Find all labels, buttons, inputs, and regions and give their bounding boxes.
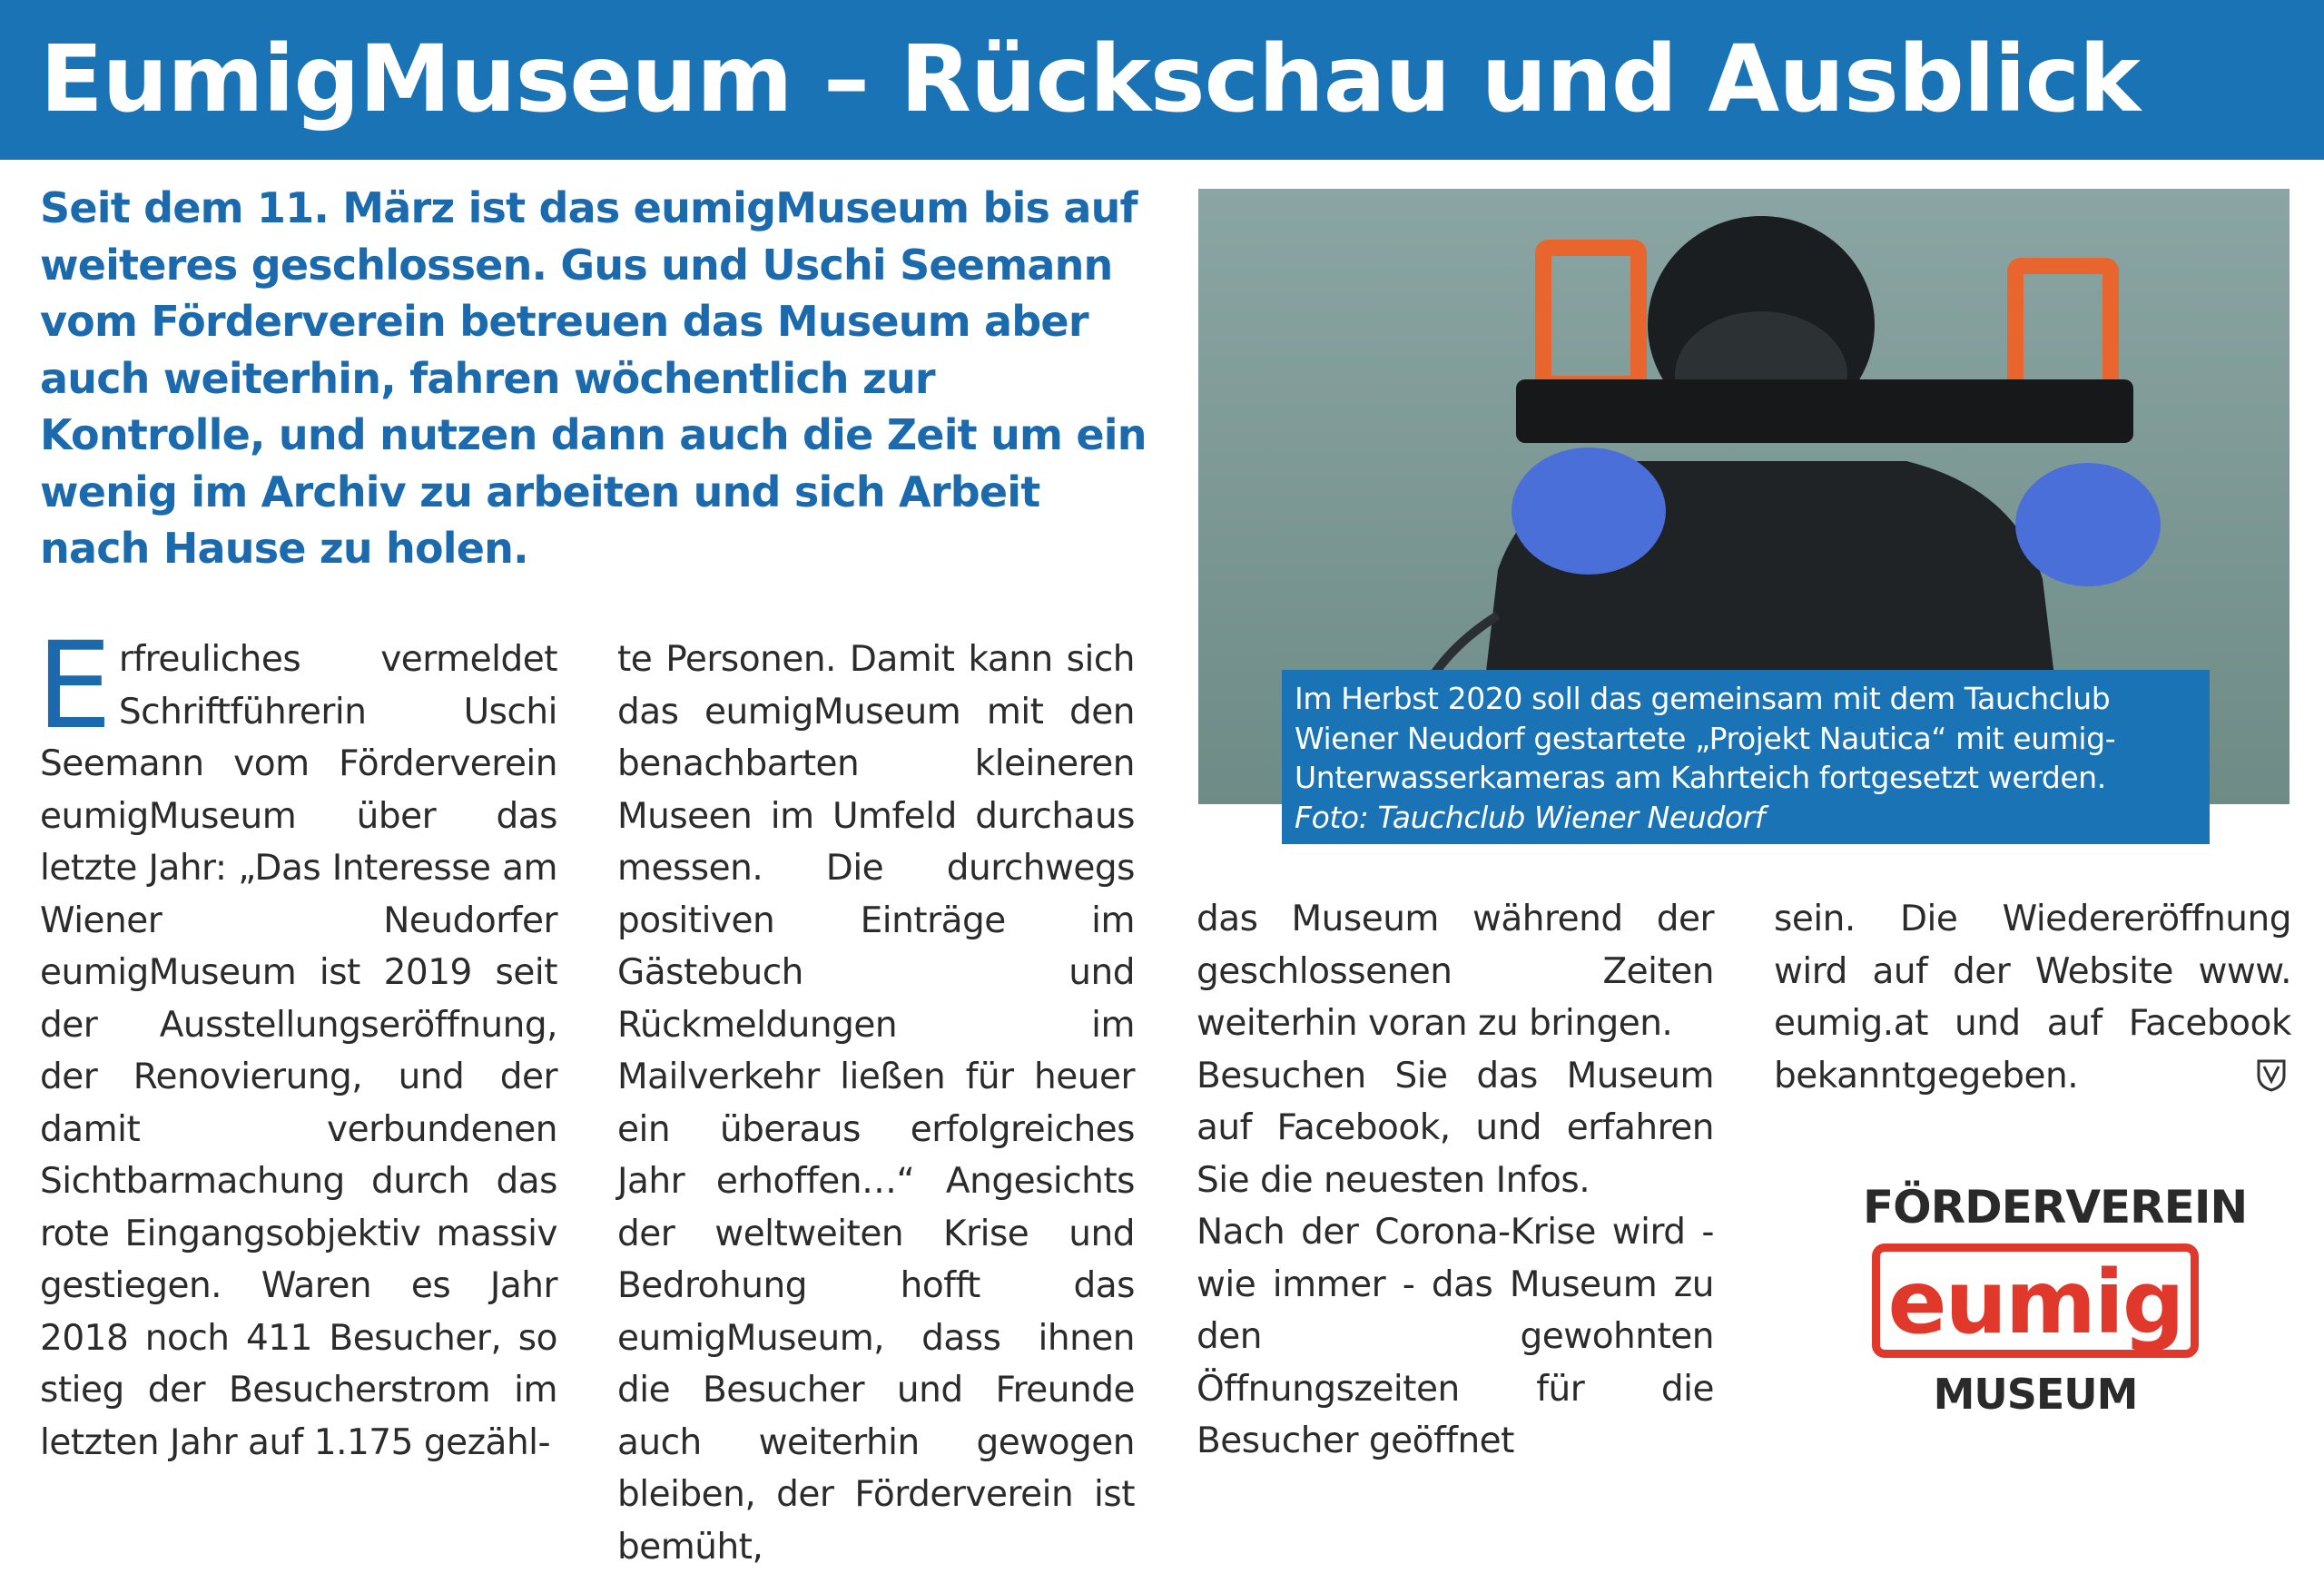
column-3-paragraph-3: Nach der Corona-Krise wird - wie immer - das Museum zu den gewohnten Öffnungszeiten für die Besucher geöffnet [1196, 1212, 1714, 1461]
camera-rig-bar [1516, 379, 2133, 443]
logo-top-text: FÖRDERVEREIN [1863, 1181, 2248, 1234]
column-2-text: te Personen. Damit kann sich das eumigMuseum mit den benachbarten kleineren Museen im Umfeld durchaus messen. Die durchwegs positiven Einträge im Gästebuch und Rückmeldungen im Mailverkehr ließen für heuer ein überaus erfolgreiches Jahr erhoffen…“ Angesichts der weltweiten Krise und Bedrohung hofft das eumigMuseum, dass ihnen die Besucher und Freunde auch weiterhin gewogen bleiben, der Förderverein ist bemüht, [617, 639, 1135, 1568]
column-3-paragraph-1: das Museum während der geschlossenen Zeiten weiterhin voran zu bringen. [1196, 899, 1714, 1044]
article-column-1 [36, 616, 557, 1469]
caption-text: Im Herbst 2020 soll das gemeinsam mit dem Tauchclub Wiener Neudorf gestartete „Projekt Nautica“ mit eumig-Unterwasserkameras am Kahrteich fortgesetzt werden. [1295, 681, 2116, 795]
column-4-text: sein. Die Wiedereröffnung wird auf der Website www. eumig.at und auf Facebook bekanntgegeben. [1774, 899, 2291, 1096]
logo-wordmark: eumig [1887, 1252, 2183, 1353]
photo-credit: Foto: Tauchclub Wiener Neudorf [1295, 799, 1766, 835]
title-bar [0, 0, 2324, 160]
column-3-paragraph-2: Besuchen Sie das Museum auf Facebook, und erfahren Sie die neuesten Infos. [1196, 1055, 1714, 1201]
page-title: EumigMuseum – Rückschau und Ausblick [40, 25, 2140, 133]
foerderverein-eumig-logo [1863, 1180, 2248, 1425]
left-glove [1512, 447, 1666, 575]
article-end-icon [2253, 1056, 2290, 1092]
logo-bottom-text: MUSEUM [1933, 1370, 2138, 1419]
article-column-2 [617, 634, 1135, 1573]
right-glove [2015, 463, 2161, 586]
logo-red-frame [1872, 1244, 2199, 1358]
article-column-4 [1774, 893, 2291, 1102]
lead-paragraph: Seit dem 11. März ist das eumigMuseum bis auf weiteres geschlossen. Gus und Uschi Seemann vom Förderverein betreuen das Museum aber auch weiterhin, fahren wöchentlich zur Kontrolle, und nutzen dann auch die Zeit um ein wenig im Archiv zu arbeiten und sich Arbeit nach Hause zu holen. [40, 183, 1147, 573]
photo-caption [1282, 670, 2210, 844]
column-1-text: rfreuliches vermeldet Schriftführerin Uschi Seemann vom Förderverein eumigMuseum über das letzte Jahr: „Das Interesse am Wiener Neudorfer eumigMuseum ist 2019 seit der Ausstellungseröffnung, der Renovierung, und der damit verbundenen Sichtbarmachung durch das rote Eingangsobjektiv massiv gestiegen. Waren es Jahr 2018 noch 411 Besucher, so stieg der Besucherstrom im letzten Jahr auf 1.175 gezähl- [40, 639, 557, 1463]
article-column-3 [1196, 893, 1714, 1468]
drop-cap: E [36, 616, 112, 756]
